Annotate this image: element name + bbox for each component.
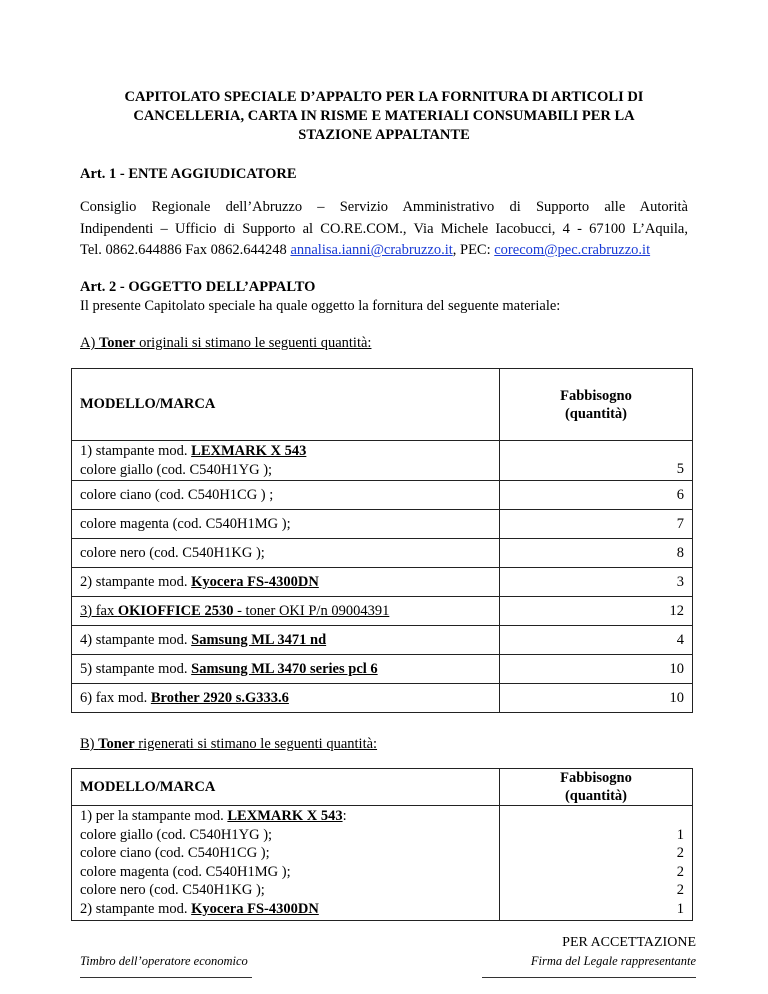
- qty-line: 2: [676, 845, 684, 861]
- table-row: [72, 539, 693, 568]
- model-line: colore magenta (cod. C540H1MG );: [80, 863, 291, 880]
- qty-line: 2: [676, 882, 684, 898]
- signature-label: Firma del Legale rappresentante: [530, 954, 696, 968]
- qty-cell: 12: [500, 597, 693, 626]
- column-header-qty-line: (quantità): [564, 405, 628, 422]
- section-b-rest: rigenerati si stimano le seguenti quantità:: [134, 736, 378, 752]
- stamp-line: [80, 977, 252, 978]
- art2-heading: Art. 2 - OGGETTO DELL’APPALTO: [80, 279, 316, 295]
- model-text: 1) per la stampante mod.: [80, 808, 228, 824]
- signature-line: [482, 977, 696, 978]
- model-text: 2) stampante mod.: [80, 900, 192, 917]
- model-name: Kyocera FS-4300DN: [191, 573, 319, 590]
- document-title: [80, 88, 688, 145]
- model-name: Kyocera FS-4300DN: [191, 900, 319, 917]
- table-row: [72, 510, 693, 539]
- model-name: LEXMARK X 543: [227, 808, 343, 824]
- model-cell: [72, 568, 500, 597]
- section-b-heading: [80, 736, 377, 753]
- section-a-bold: Toner: [98, 335, 136, 351]
- model-text: 3) fax: [80, 602, 118, 619]
- model-cell: colore ciano (cod. C540H1CG ) ;: [72, 481, 500, 510]
- model-cell: [72, 597, 500, 626]
- table-row: [72, 441, 693, 481]
- model-name: OKIOFFICE 2530: [117, 602, 234, 619]
- art1-line: Consiglio Regionale dell’Abruzzo – Servizio Amministrativo di Supporto alle Autorità: [80, 199, 688, 215]
- column-header-model: MODELLO/MARCA: [72, 369, 500, 441]
- title-line: CANCELLERIA, CARTA IN RISME E MATERIALI CONSUMABILI PER LA: [133, 108, 635, 124]
- model-name: Brother 2920 s.G333.6: [150, 689, 289, 706]
- table-row: [72, 626, 693, 655]
- model-text: 1) stampante mod.: [80, 443, 192, 459]
- model-line: colore nero (cod. C540H1KG );: [80, 882, 265, 898]
- qty-cell: [500, 806, 693, 921]
- section-a-prefix: A): [80, 335, 99, 351]
- model-cell: [72, 441, 500, 481]
- stamp-label: Timbro dell’operatore economico: [80, 954, 248, 968]
- acceptance-label: PER ACCETTAZIONE: [562, 935, 696, 950]
- table-row: [72, 806, 693, 921]
- model-cell: [72, 806, 500, 921]
- model-text: 4) stampante mod.: [80, 631, 192, 648]
- model-line: colore giallo (cod. C540H1YG );: [80, 461, 273, 478]
- model-line: [80, 900, 491, 919]
- pec-label: , PEC:: [452, 242, 495, 258]
- column-header-qty-line: (quantità): [564, 788, 628, 804]
- table-row: [72, 568, 693, 597]
- qty-cell: 3: [500, 568, 693, 597]
- qty-cell: 6: [500, 481, 693, 510]
- model-cell: colore nero (cod. C540H1KG );: [72, 539, 500, 568]
- table-row: [72, 597, 693, 626]
- column-header-qty-line: Fabbisogno: [560, 387, 632, 404]
- model-name: Samsung ML 3471 nd: [191, 631, 327, 648]
- email-link[interactable]: annalisa.ianni@crabruzzo.it: [290, 242, 453, 258]
- model-line: colore ciano (cod. C540H1CG );: [80, 845, 270, 861]
- model-cell: colore magenta (cod. C540H1MG );: [72, 510, 500, 539]
- model-text: - toner OKI P/n 09004391: [233, 602, 390, 619]
- art2-intro: Il presente Capitolato speciale ha quale oggetto la fornitura del seguente materiale:: [80, 298, 561, 314]
- model-text: 6) fax mod.: [80, 689, 151, 706]
- column-header-model: MODELLO/MARCA: [72, 769, 500, 806]
- model-line: [80, 442, 491, 461]
- art1-contacts: [80, 240, 688, 262]
- title-line: CAPITOLATO SPECIALE D’APPALTO PER LA FORNITURA DI ARTICOLI DI: [124, 89, 644, 105]
- table-row: [72, 655, 693, 684]
- table-row: [72, 481, 693, 510]
- qty-line: 2: [676, 863, 684, 880]
- model-text: 5) stampante mod.: [80, 660, 192, 677]
- qty-line: 1: [676, 826, 684, 843]
- model-name: LEXMARK X 543: [191, 443, 307, 459]
- qty-cell: 8: [500, 539, 693, 568]
- qty-cell: 4: [500, 626, 693, 655]
- phone-fax-text: Tel. 0862.644886 Fax 0862.644248: [80, 242, 291, 258]
- model-text: :: [342, 808, 347, 824]
- table-row: [72, 684, 693, 713]
- model-line: [80, 807, 491, 826]
- pec-link[interactable]: corecom@pec.crabruzzo.it: [494, 242, 651, 258]
- qty-cell: 10: [500, 655, 693, 684]
- title-line: STAZIONE APPALTANTE: [298, 127, 470, 143]
- qty-cell: 7: [500, 510, 693, 539]
- column-header-qty-line: Fabbisogno: [560, 770, 632, 786]
- art1-line: Indipendenti – Ufficio di Supporto al CO.RE.COM., Via Michele Iacobucci, 4 - 67100 L’Aquila,: [80, 220, 688, 237]
- model-cell: [72, 626, 500, 655]
- section-b-bold: Toner: [98, 736, 135, 752]
- art1-heading: Art. 1 - ENTE AGGIUDICATORE: [80, 166, 297, 182]
- section-a-heading: [80, 335, 371, 352]
- table-regenerated-toner: [71, 768, 693, 921]
- qty-cell: 5: [500, 441, 693, 481]
- column-header-qty: [500, 369, 693, 441]
- model-text: 2) stampante mod.: [80, 573, 192, 590]
- model-line: colore giallo (cod. C540H1YG );: [80, 826, 273, 843]
- table-original-toner: [71, 368, 693, 713]
- model-name: Samsung ML 3470 series pcl 6: [191, 660, 378, 677]
- section-b-prefix: B): [80, 736, 99, 752]
- qty-line: 1: [676, 900, 684, 917]
- column-header-qty: [500, 769, 693, 806]
- art1-paragraph: [80, 197, 688, 262]
- qty-cell: 10: [500, 684, 693, 713]
- model-cell: [72, 684, 500, 713]
- section-a-rest: originali si stimano le seguenti quantità:: [135, 335, 372, 351]
- model-cell: [72, 655, 500, 684]
